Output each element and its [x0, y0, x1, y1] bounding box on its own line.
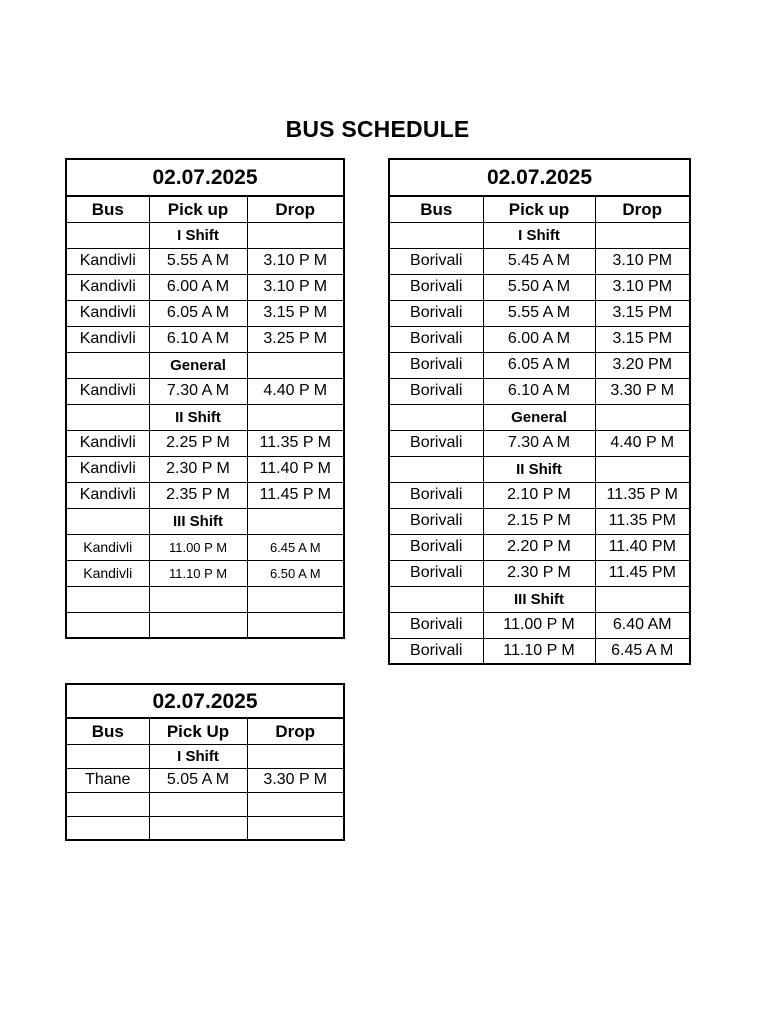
bus-cell: Kandivli	[66, 456, 149, 482]
drop-cell: 11.35 P M	[247, 430, 344, 456]
shift-row	[389, 222, 690, 248]
empty-cell	[595, 404, 690, 430]
empty-cell	[66, 404, 149, 430]
table-date-header: 02.07.2025	[66, 159, 344, 196]
empty-cell	[149, 586, 247, 612]
table-row	[66, 378, 344, 404]
pickup-cell: 11.10 P M	[149, 560, 247, 586]
pickup-cell: 6.05 A M	[149, 300, 247, 326]
table-row	[389, 378, 690, 404]
empty-cell	[389, 586, 483, 612]
pickup-cell: 11.00 P M	[149, 534, 247, 560]
drop-cell: 3.30 P M	[247, 768, 344, 792]
pickup-cell: 6.00 A M	[483, 326, 595, 352]
shift-row	[389, 586, 690, 612]
empty-cell	[595, 222, 690, 248]
table-row	[66, 430, 344, 456]
drop-cell: 3.15 PM	[595, 326, 690, 352]
shift-label: I Shift	[149, 744, 247, 768]
pickup-cell: 6.05 A M	[483, 352, 595, 378]
empty-cell	[247, 586, 344, 612]
table-row	[389, 352, 690, 378]
pickup-cell: 2.15 P M	[483, 508, 595, 534]
bus-cell: Borivali	[389, 300, 483, 326]
empty-cell	[66, 792, 149, 816]
table-row	[389, 300, 690, 326]
shift-row	[66, 744, 344, 768]
empty-cell	[247, 612, 344, 638]
shift-row	[389, 456, 690, 482]
drop-cell: 4.40 P M	[595, 430, 690, 456]
table-row	[389, 612, 690, 638]
table-row	[66, 768, 344, 792]
pickup-cell: 5.50 A M	[483, 274, 595, 300]
pickup-cell: 2.35 P M	[149, 482, 247, 508]
table-row	[66, 300, 344, 326]
drop-cell: 6.45 A M	[595, 638, 690, 664]
bus-cell: Borivali	[389, 482, 483, 508]
shift-label: II Shift	[483, 456, 595, 482]
drop-cell: 3.10 PM	[595, 248, 690, 274]
shift-label: III Shift	[483, 586, 595, 612]
bus-cell: Kandivli	[66, 248, 149, 274]
table-date-header: 02.07.2025	[66, 684, 344, 718]
column-header-pickup: Pick up	[483, 196, 595, 222]
bus-cell: Kandivli	[66, 300, 149, 326]
table-row	[66, 534, 344, 560]
empty-row	[66, 816, 344, 840]
drop-cell: 3.25 P M	[247, 326, 344, 352]
column-header-bus: Bus	[66, 196, 149, 222]
bus-cell: Borivali	[389, 612, 483, 638]
empty-cell	[247, 352, 344, 378]
empty-cell	[247, 744, 344, 768]
bus-cell: Kandivli	[66, 560, 149, 586]
table-row	[66, 560, 344, 586]
pickup-cell: 5.45 A M	[483, 248, 595, 274]
empty-cell	[247, 816, 344, 840]
bus-cell: Borivali	[389, 534, 483, 560]
page-title: BUS SCHEDULE	[285, 116, 470, 142]
drop-cell: 3.30 P M	[595, 378, 690, 404]
table-row	[389, 482, 690, 508]
schedule-table-kandivli	[65, 158, 345, 639]
column-header-pickup: Pick up	[149, 196, 247, 222]
pickup-cell: 2.20 P M	[483, 534, 595, 560]
empty-cell	[66, 222, 149, 248]
shift-row	[389, 404, 690, 430]
bus-cell: Borivali	[389, 378, 483, 404]
pickup-cell: 2.30 P M	[483, 560, 595, 586]
drop-cell: 4.40 P M	[247, 378, 344, 404]
table-row	[389, 326, 690, 352]
bus-cell: Thane	[66, 768, 149, 792]
table-row	[389, 430, 690, 456]
drop-cell: 3.20 PM	[595, 352, 690, 378]
empty-cell	[66, 508, 149, 534]
pickup-cell: 7.30 A M	[483, 430, 595, 456]
drop-cell: 6.45 A M	[247, 534, 344, 560]
table-row	[389, 638, 690, 664]
empty-cell	[66, 352, 149, 378]
empty-row	[66, 586, 344, 612]
bus-cell: Borivali	[389, 352, 483, 378]
pickup-cell: 7.30 A M	[149, 378, 247, 404]
column-header-drop: Drop	[247, 718, 344, 744]
table-date-header: 02.07.2025	[389, 159, 690, 196]
column-header-bus: Bus	[389, 196, 483, 222]
bus-cell: Kandivli	[66, 326, 149, 352]
bus-cell: Kandivli	[66, 482, 149, 508]
bus-cell: Kandivli	[66, 378, 149, 404]
empty-cell	[247, 222, 344, 248]
bus-cell: Borivali	[389, 430, 483, 456]
pickup-cell: 5.55 A M	[149, 248, 247, 274]
column-header-bus: Bus	[66, 718, 149, 744]
drop-cell: 6.40 AM	[595, 612, 690, 638]
drop-cell: 3.10 P M	[247, 274, 344, 300]
drop-cell: 6.50 A M	[247, 560, 344, 586]
pickup-cell: 6.00 A M	[149, 274, 247, 300]
pickup-cell: 2.10 P M	[483, 482, 595, 508]
drop-cell: 11.40 P M	[247, 456, 344, 482]
empty-row	[66, 792, 344, 816]
empty-cell	[66, 744, 149, 768]
table-row	[66, 326, 344, 352]
shift-label: II Shift	[149, 404, 247, 430]
bus-cell: Borivali	[389, 508, 483, 534]
shift-label: I Shift	[149, 222, 247, 248]
drop-cell: 3.10 PM	[595, 274, 690, 300]
drop-cell: 3.15 P M	[247, 300, 344, 326]
table-row	[66, 274, 344, 300]
empty-cell	[389, 222, 483, 248]
pickup-cell: 6.10 A M	[483, 378, 595, 404]
table-row	[66, 248, 344, 274]
empty-cell	[247, 404, 344, 430]
empty-cell	[595, 586, 690, 612]
shift-row	[66, 508, 344, 534]
column-header-drop: Drop	[595, 196, 690, 222]
empty-cell	[389, 456, 483, 482]
empty-cell	[66, 612, 149, 638]
shift-row	[66, 222, 344, 248]
bus-cell: Kandivli	[66, 274, 149, 300]
bus-cell: Borivali	[389, 248, 483, 274]
pickup-cell: 2.25 P M	[149, 430, 247, 456]
table-row	[389, 248, 690, 274]
drop-cell: 11.45 PM	[595, 560, 690, 586]
empty-cell	[149, 612, 247, 638]
table-row	[66, 482, 344, 508]
shift-label: General	[483, 404, 595, 430]
pickup-cell: 6.10 A M	[149, 326, 247, 352]
table-row	[389, 508, 690, 534]
bus-cell: Borivali	[389, 326, 483, 352]
empty-cell	[149, 816, 247, 840]
pickup-cell: 5.55 A M	[483, 300, 595, 326]
shift-row	[66, 352, 344, 378]
table-row	[66, 456, 344, 482]
bus-cell: Borivali	[389, 274, 483, 300]
pickup-cell: 5.05 A M	[149, 768, 247, 792]
bus-cell: Borivali	[389, 638, 483, 664]
pickup-cell: 11.00 P M	[483, 612, 595, 638]
bus-cell: Kandivli	[66, 430, 149, 456]
empty-row	[66, 612, 344, 638]
empty-cell	[66, 586, 149, 612]
schedule-table-thane	[65, 683, 345, 841]
shift-label: General	[149, 352, 247, 378]
drop-cell: 3.10 P M	[247, 248, 344, 274]
drop-cell: 3.15 PM	[595, 300, 690, 326]
table-row	[389, 274, 690, 300]
drop-cell: 11.40 PM	[595, 534, 690, 560]
empty-cell	[595, 456, 690, 482]
drop-cell: 11.45 P M	[247, 482, 344, 508]
bus-cell: Kandivli	[66, 534, 149, 560]
table-row	[389, 534, 690, 560]
shift-label: III Shift	[149, 508, 247, 534]
pickup-cell: 2.30 P M	[149, 456, 247, 482]
shift-label: I Shift	[483, 222, 595, 248]
bus-cell: Borivali	[389, 560, 483, 586]
empty-cell	[66, 816, 149, 840]
column-header-drop: Drop	[247, 196, 344, 222]
drop-cell: 11.35 PM	[595, 508, 690, 534]
empty-cell	[149, 792, 247, 816]
empty-cell	[247, 508, 344, 534]
pickup-cell: 11.10 P M	[483, 638, 595, 664]
drop-cell: 11.35 P M	[595, 482, 690, 508]
empty-cell	[389, 404, 483, 430]
column-header-pickup: Pick Up	[149, 718, 247, 744]
empty-cell	[247, 792, 344, 816]
shift-row	[66, 404, 344, 430]
table-row	[389, 560, 690, 586]
schedule-table-borivali	[388, 158, 691, 665]
